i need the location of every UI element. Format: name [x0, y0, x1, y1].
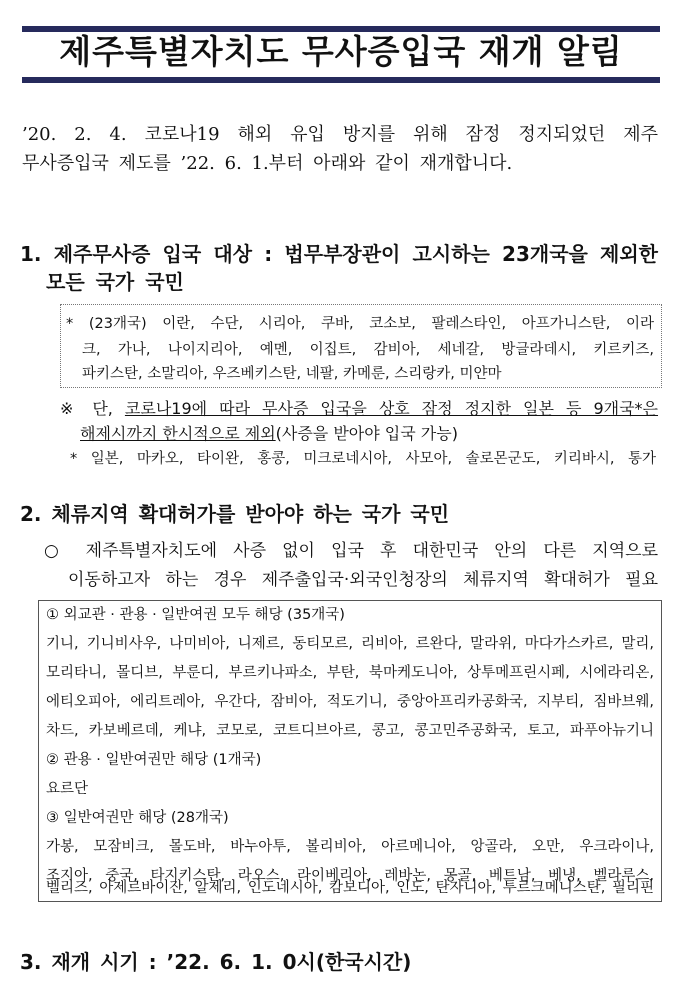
country-line: 가봉, 모잠비크, 몰도바, 바누아투, 볼리비아, 아르메니아, 앙골라, 오만, 우크라이나, — [46, 839, 654, 855]
note-underlined: 해제시까지 한시적으로 제외 — [80, 424, 276, 443]
section3-heading: 3. 재개 시기 : ’22. 6. 1. 0시(한국시간) — [20, 950, 412, 974]
footnote: * 일본, 마카오, 타이완, 홍콩, 미크로네시아, 사모아, 솔로몬군도, 키리바시, 통가 — [70, 451, 656, 467]
excluded-line: 크, 가나, 나이지리아, 예멘, 이집트, 감비아, 세네갈, 방글라데시, 키르키즈, — [82, 342, 654, 358]
intro-line: ’20. 2. 4. 코로나19 해외 유입 방지를 위해 잠정 정지되었던 제주 — [22, 124, 658, 145]
page-title: 제주특별자치도 무사증입국 재개 알림 — [59, 32, 623, 71]
note-underlined: 코로나19에 따라 무사증 입국을 상호 잠정 정지한 일본 등 9개국*은 — [124, 399, 659, 418]
section2-bullet: 이동하고자 하는 경우 제주출입국·외국인청장의 체류지역 확대허가 필요 — [68, 570, 658, 590]
excluded-line: 파키스탄, 소말리아, 우즈베키스탄, 네팔, 카메룬, 스리랑카, 미얀마 — [82, 366, 502, 382]
group-title: ① 외교관 · 관용 · 일반여권 모두 해당 (35개국) — [46, 607, 345, 623]
country-line: 에티오피아, 에리트레아, 우간다, 잠비아, 적도기니, 중앙아프리카공화국, 지부티, 짐바브웨, — [46, 694, 654, 710]
country-line: 차드, 카보베르데, 케냐, 코모로, 코트디브아르, 콩고, 콩고민주공화국, 토고, 파푸아뉴기니 — [46, 723, 654, 739]
note-mark: ※ 단, — [60, 399, 125, 418]
group-title: ② 관용 · 일반여권만 해당 (1개국) — [46, 752, 262, 768]
intro-line: 무사증입국 제도를 ’22. 6. 1.부터 아래와 같이 재개합니다. — [22, 153, 513, 174]
country-line: 벨리즈, 아제르바이잔, 알제리, 인도네시아, 캄보디아, 인도, 탄자니아, 투르크메니스탄, 필리핀 — [46, 880, 654, 896]
country-line: 조지아, 중국, 타지키스탄, 라오스, 라이베리아, 레바논, 몽골, 베트남, 베냉, 벨라루스, — [46, 868, 654, 884]
exception-note-cont — [80, 421, 458, 444]
note-rest: (사증을 받아야 입국 가능) — [275, 424, 458, 443]
section1-heading: 1. 제주무사증 입국 대상 : 법무부장관이 고시하는 23개국을 제외한 — [20, 242, 658, 266]
country-line: 요르단 — [46, 781, 89, 797]
exception-note — [60, 396, 658, 419]
section2-bullet: ○ 제주특별자치도에 사증 없이 입국 후 대한민국 안의 다른 지역으로 — [44, 541, 658, 561]
group-title: ③ 일반여권만 해당 (28개국) — [46, 810, 229, 826]
section2-heading: 2. 체류지역 확대허가를 받아야 하는 국가 국민 — [20, 502, 450, 526]
excluded-line: * (23개국) 이란, 수단, 시리아, 쿠바, 코소보, 팔레스타인, 아프가니스탄, 이라 — [66, 316, 654, 332]
country-line: 기니, 기니비사우, 나미비아, 니제르, 동티모르, 리비아, 르완다, 말라위, 마다가스카르, 말리, — [46, 636, 654, 652]
section1-heading: 모든 국가 국민 — [46, 270, 184, 294]
title-rule-bottom — [22, 77, 660, 83]
country-line: 모리타니, 몰디브, 부룬디, 부르키나파소, 부탄, 북마케도니아, 상투메프린시페, 시에라리온, — [46, 665, 654, 681]
